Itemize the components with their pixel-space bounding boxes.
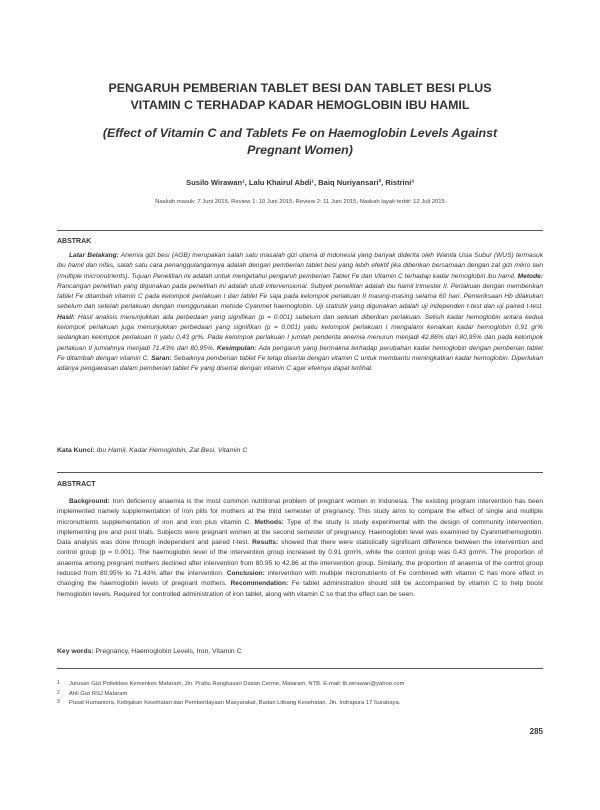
title-line-2: VITAMIN C TERHADAP KADAR HEMOGLOBIN IBU HAMIL	[130, 98, 470, 112]
latar-label: Latar Belakang:	[69, 252, 119, 259]
hasil-text: Hasil analisis menunjukkan ada perbedaan yang signifikan (p = 0.001) sebelum dan setelah diberikan perlakuan. Selisih kadar hemoglobin antara kedua kelompok perlakuan juga menunjukkan perbedaan yang signifikan (p = 0,001) yaitu kelompok perlakuan I mengalami kenaikan kadar hemoglobin 0,91 gr% sedangkan kelompok perlakuan II yaitu 0,43 gr%. Pada kelompok perlakuan I jumlah penderita anemia menurun menjadi 42,86% dari 80,95% dan pada kelompok perlakuan II jumlahnya menjadi 71,43% dari 80,95%.	[57, 313, 543, 352]
footnote-text: Pusat Humaniora, Kebijakan Kesehatan dan Pemberdayaan Masyarakat, Badan Litbang Kesehatan, Jln. Indrapura 17 Surabaya.	[69, 700, 401, 707]
footnote-text: Ahli Gizi RSJ Mataram	[69, 690, 128, 697]
divider-middle	[57, 472, 543, 473]
metode-label: Metode:	[517, 272, 543, 280]
title-en-line-1: (Effect of Vitamin C and Tablets Fe on Haemoglobin Levels Against	[102, 126, 498, 140]
paper-title-english	[60, 125, 540, 159]
saran-text: Sebaiknya pemberian tablet Fe tetap disertai dengan vitamin C untuk membantu meningkatkan kadar hemoglobin. Diperlukan adanya pengawasan dalam pemberian tablet Fe yang disertai dengan vitamin C agar efeknya dapat terlihat.	[57, 354, 543, 373]
title-en-line-2: Pregnant Women)	[247, 143, 353, 157]
abstract-body	[57, 497, 543, 600]
submission-dates: Naskah masuk: 7 Juni 2015, Review 1: 10 Juni 2015, Review 2: 11 Juni 2015, Naskah layak terbit: 12 Juli 2015	[155, 199, 445, 205]
paper-title	[60, 80, 540, 114]
abstrak-heading: ABSTRAK	[57, 238, 92, 245]
kesimpulan-text: Ada pengaruh yang bermakna terhadap perubahan kadar hemoglobin dengan pemberian tablet Fe ditambah dengan vitamin C.	[57, 344, 543, 362]
latar-text: Anemia gizi besi (AGB) merupakan salah satu masalah gizi utama di Indonesia yang banyak diderita oleh Wanita Usia Subur (WUS) termasuk ibu hamil dan nifas, salah satu cara penanggulangannya adalah dengan pemberian tablet besi yang lebih efektif jika diberikan bersamaan dengan zat gizi mikro lain (multiple micronutrients). Tujuan Penelitian ini adalah untuk mengetahui pengaruh pemberian Tablet Fe dan Vitamin C terhadap kadar hemoglobin ibu hamil.	[57, 252, 543, 280]
key-words	[57, 648, 543, 655]
divider-footnotes	[57, 668, 543, 669]
key-words-text: Pregnancy, Haemoglobin Levels, Iron, Vitamin C	[93, 648, 242, 655]
footnote-1	[57, 680, 537, 690]
footnote-3	[57, 699, 537, 709]
metode-text: Rancangan penelitian yang digunakan pada penelitian ini adalah studi intervensional. Subyek penelitian adalah ibu hamil trimester II. Perlakuan dengan memberikan tablet Fe ditambah vitamin C pada kelompok perlakuan I dan tablet Fe saja pada kelompok perlakuan II masing-masing selama 60 hari. Pemeriksaan Hb dilakukan sebelum dan setelah perlakuan dengan menggunakan metode Cyanmet haemoglobin. Uji statistik yang digunakan adalah uji independen t-test dan uji paired t-test.	[57, 282, 543, 311]
background-label: Background:	[69, 498, 110, 505]
kata-kunci-text: Ibu Hamil, Kadar Hemoglobin, Zat Besi, Vitamin C	[94, 447, 248, 454]
page-number: 285	[529, 727, 543, 736]
saran-label: Saran:	[151, 354, 172, 362]
recommendation-text: Fe tablet administration should still be accompanied by vitamin C to help boost hemoglobin levels. Required for controlled administration of iron tablet, along with vitamin C so that the effect can be seen.	[57, 580, 544, 598]
key-words-label: Key words:	[57, 648, 94, 655]
recommendation-label: Recommendation:	[230, 580, 289, 588]
conclusion-label: Conclusion:	[226, 570, 265, 578]
results-text: showed that there were statistically significant difference between the intervention and control group (p = 0.001). The haemoglobin level of the intervention group increased by 0.91 grm%, while the control group was 0.43 grm%. The proportion of anaemia among pregnant mothers declined after intervention from 80.95 to 42.86 at the intervention group. Similarly, the proportion of anaemia of the control group reduced from 80.95% to 71.43% after the intervention.	[57, 539, 543, 578]
footnote-number: 3	[57, 699, 60, 706]
background-text: Iron deficiency anaemia is the most common nutritional problem of pregnant women in Indonesia. The existing program intervention has been implemented namely supplementation of iron pills for mothers at the third semester of pregnancy. This study aims to compare the effect of single and multiple micronutrients supplementation of iron and iron plus vitamin C.	[57, 498, 543, 526]
footnotes	[57, 680, 537, 709]
kata-kunci-label: Kata Kunci:	[57, 447, 95, 454]
kata-kunci	[57, 447, 543, 454]
methods-label: Methods:	[254, 518, 284, 526]
methods-text: Type of the study is study experimental with the design of community intervention, implementing pre and post trials. Subjects were pregnant women at the second semester of pregnancy. Haemoglobin level was examined by Cyanmethemoglobin. Data analysis was done through independent and paired t-test.	[57, 518, 543, 547]
conclusion-text: intervention with multiple micronutrients of Fe combined with vitamin C has more effect in changing the haemoglobin levels of pregnant mothers.	[57, 570, 543, 588]
hasil-label: Hasil:	[57, 313, 75, 321]
title-line-1: PENGARUH PEMBERIAN TABLET BESI DAN TABLET BESI PLUS	[108, 81, 492, 95]
abstrak-body	[57, 251, 543, 375]
abstract-heading: ABSTRACT	[57, 481, 96, 488]
author-list: Susilo Wirawan¹, Lalu Khairul Abdi¹, Baiq Nuriyansari², Ristrini³	[186, 178, 414, 187]
footnote-text: Jurusan Gizi Poltekkes Kemenkes Mataram, Jln. Prabu Rangkasari Dasan Cerme, Mataram, NTB. E-mail: lb.wirawan@yahoo.com	[69, 681, 405, 687]
footnote-number: 2	[57, 689, 60, 696]
footnote-number: 1	[57, 680, 60, 686]
results-label: Results:	[252, 539, 279, 547]
kesimpulan-label: Kesimpulan:	[216, 344, 257, 352]
divider-top	[57, 230, 543, 231]
footnote-2	[57, 690, 537, 700]
